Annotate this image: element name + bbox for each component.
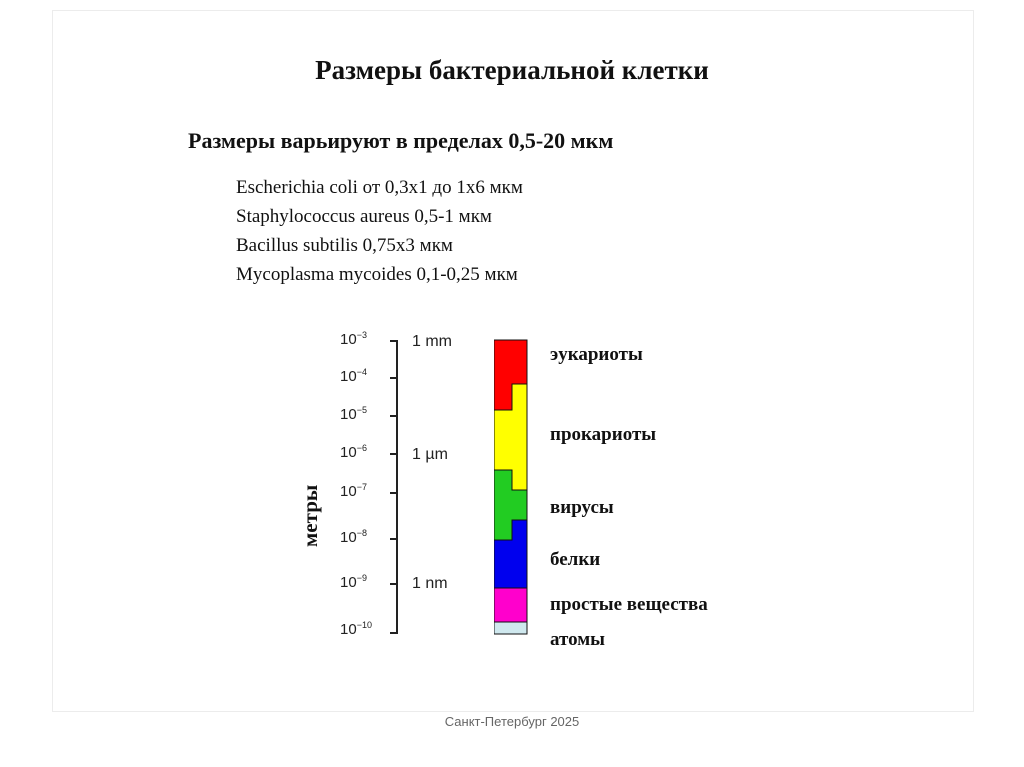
tick-label: $10^{-5}$ bbox=[340, 405, 367, 423]
axis-tick bbox=[390, 340, 398, 342]
tick-label: $10^{-4}$ bbox=[340, 367, 367, 385]
category-label-atoms: атомы bbox=[550, 629, 606, 650]
axis-tick bbox=[390, 415, 398, 417]
category-label-prokaryotes: прокариоты bbox=[550, 424, 657, 445]
category-label-proteins: белки bbox=[550, 549, 601, 570]
tick-label: $10^{-8}$ bbox=[340, 528, 367, 546]
example-item: Mycoplasma mycoides 0,1-0,25 мкм bbox=[236, 264, 518, 285]
slide-subtitle: Размеры варьируют в пределах 0,5-20 мкм bbox=[188, 128, 614, 153]
category-label-simple-substances: простые вещества bbox=[550, 594, 708, 615]
axis-line bbox=[396, 340, 398, 634]
size-bar bbox=[494, 338, 528, 638]
axis-tick bbox=[390, 538, 398, 540]
axis-tick bbox=[390, 453, 398, 455]
axis-tick bbox=[390, 377, 398, 379]
bar-segment-atoms bbox=[494, 622, 527, 634]
example-item: Staphylococcus aureus 0,5-1 мкм bbox=[236, 206, 492, 227]
tick-label: $10^{-6}$ bbox=[340, 443, 367, 461]
unit-label-mm: 1 mm bbox=[412, 333, 452, 350]
tick-label: $10^{-9}$ bbox=[340, 573, 367, 591]
tick-label: $10^{-10}$ bbox=[340, 620, 372, 638]
axis-tick bbox=[390, 492, 398, 494]
example-item: Bacillus subtilis 0,75х3 мкм bbox=[236, 235, 453, 256]
footer-text: Санкт-Петербург 2025 bbox=[444, 714, 580, 729]
tick-label: $10^{-7}$ bbox=[340, 482, 367, 500]
unit-label-nm: 1 nm bbox=[412, 575, 448, 592]
tick-label: $10^{-3}$ bbox=[340, 330, 367, 348]
examples-list bbox=[236, 173, 523, 289]
axis-title: метры bbox=[298, 484, 322, 547]
example-item: Escherichia coli от 0,3х1 до 1х6 мкм bbox=[236, 177, 523, 198]
unit-label-um: 1 µm bbox=[412, 446, 448, 463]
category-label-eukaryotes: эукариоты bbox=[550, 344, 643, 365]
size-scale-diagram bbox=[270, 320, 770, 660]
axis-tick bbox=[390, 583, 398, 585]
category-label-viruses: вирусы bbox=[550, 497, 614, 518]
slide-title: Размеры бактериальной клетки bbox=[315, 55, 709, 85]
bar-segment-simple-substances bbox=[494, 588, 527, 622]
axis-tick bbox=[390, 632, 398, 634]
